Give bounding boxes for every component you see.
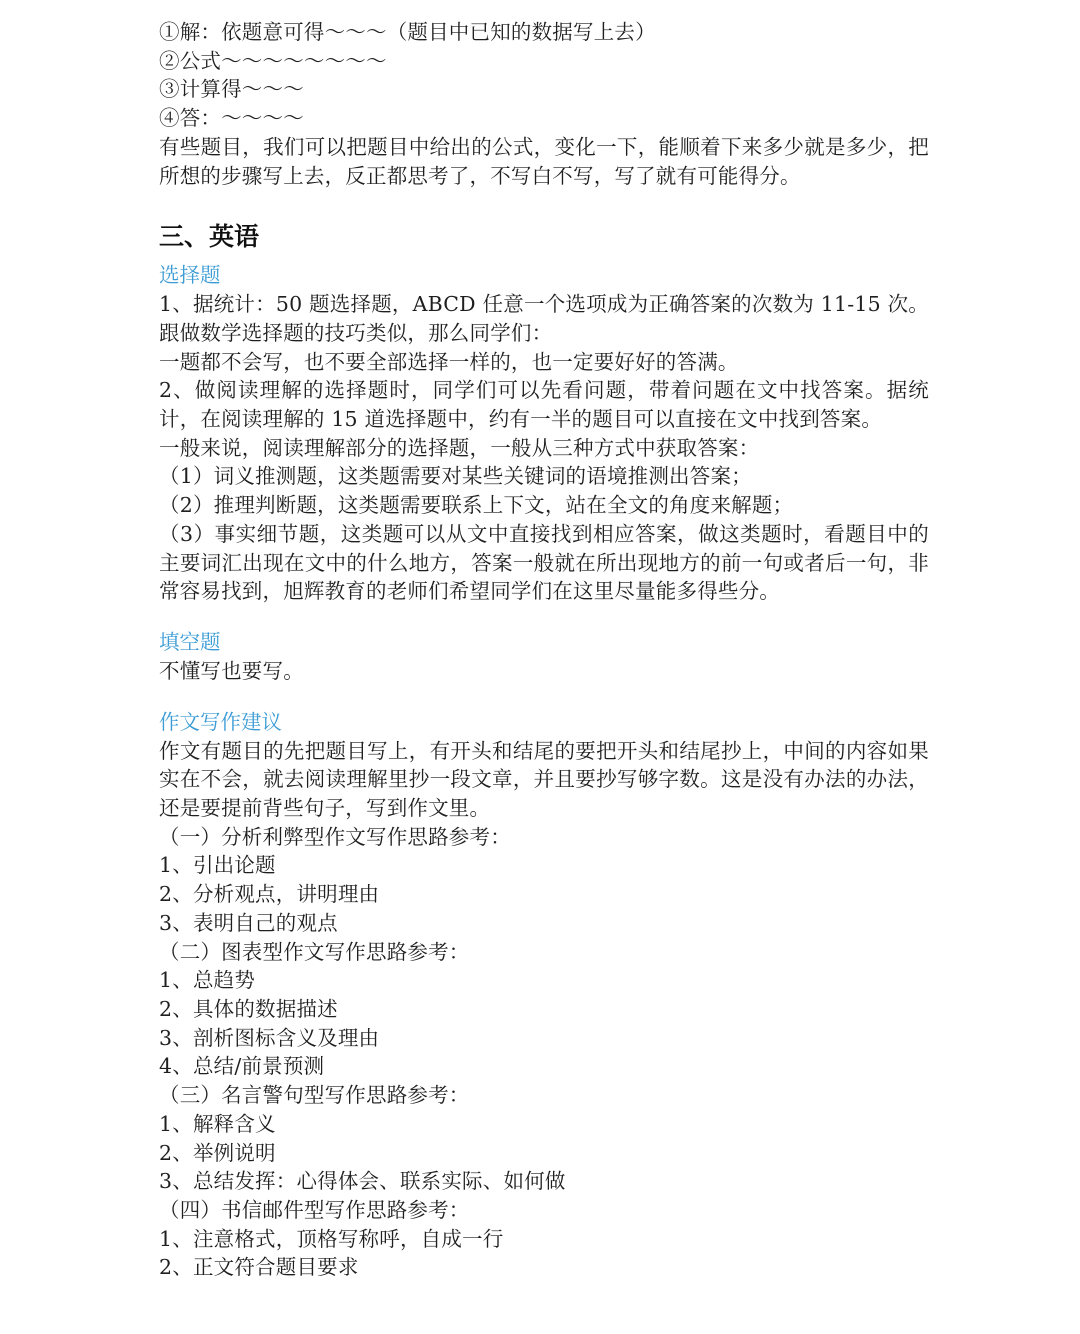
writing-group-item: 2、具体的数据描述: [159, 996, 338, 1021]
writing-group-item: 3、总结发挥：心得体会、联系实际、如何做: [159, 1169, 566, 1194]
spacer: [159, 686, 929, 707]
choice-paragraph-2: 一题都不会写，也不要全部选择一样的，也一定要好好的答满。: [159, 349, 739, 374]
choice-paragraph-7: （3）事实细节题，这类题可以从文中直接找到相应答案，做这类题时，看题目中的主要词汇出现在文中的什么地方，答案一般就在所出现地方的前一句或者后一句，非常容易找到，旭辉教育的老师们希望同学们在这里尽量能多得些分。: [159, 521, 929, 604]
writing-group-item: 1、解释含义: [159, 1111, 276, 1136]
choice-paragraph-3: 2、做阅读理解的选择题时，同学们可以先看问题，带着问题在文中找答案。据统计，在阅读理解的 15 道选择题中，约有一半的题目可以直接在文中找到答案。: [159, 378, 929, 432]
math-step-1: ①解：依题意可得～～～（题目中已知的数据写上去）: [159, 20, 656, 44]
writing-group-item: 1、注意格式，顶格写称呼，自成一行: [159, 1226, 504, 1251]
subhead-choice: 选择题: [159, 263, 221, 288]
writing-group-item: 1、引出论题: [159, 853, 276, 878]
writing-group-item: 2、举例说明: [159, 1140, 276, 1165]
math-step-2: ②公式～～～～～～～～: [159, 48, 387, 73]
writing-group-item: 3、剖析图标含义及理由: [159, 1025, 380, 1050]
writing-group-title: （一）分析利弊型作文写作思路参考：: [159, 824, 511, 849]
choice-paragraph-6: （2）推理判断题，这类题需要联系上下文，站在全文的角度来解题；: [159, 493, 794, 518]
writing-group-item: 4、总结/前景预测: [159, 1054, 325, 1079]
writing-group-title: （四）书信邮件型写作思路参考：: [159, 1197, 470, 1222]
writing-group-item: 3、表明自己的观点: [159, 910, 338, 935]
choice-paragraph-1: 1、据统计：50 题选择题，ABCD 任意一个选项成为正确答案的次数为 11-15 次。跟做数学选择题的技巧类似，那么同学们：: [159, 292, 929, 345]
document-content: [159, 18, 929, 1282]
writing-group-item: 1、总趋势: [159, 968, 256, 993]
math-note: 有些题目，我们可以把题目中给出的公式，变化一下，能顺着下来多少就是多少，把所想的步骤写上去，反正都思考了，不写白不写，写了就有可能得分。: [159, 134, 929, 188]
writing-group-title: （三）名言警句型写作思路参考：: [159, 1083, 470, 1108]
writing-group-item: 2、分析观点，讲明理由: [159, 882, 380, 907]
math-step-3: ③计算得～～～: [159, 77, 304, 102]
math-step-4: ④答：～～～～: [159, 106, 304, 131]
subhead-fill: 填空题: [159, 629, 221, 654]
choice-paragraph-4: 一般来说，阅读理解部分的选择题，一般从三种方式中获取答案：: [159, 435, 760, 460]
section-title-english: 三、英语: [159, 222, 260, 252]
fill-paragraph: 不懂写也要写。: [159, 658, 304, 683]
spacer: [159, 606, 929, 627]
choice-paragraph-5: （1）词义推测题，这类题需要对某些关键词的语境推测出答案；: [159, 464, 752, 489]
writing-intro: 作文有题目的先把题目写上，有开头和结尾的要把开头和结尾抄上，中间的内容如果实在不会，就去阅读理解里抄一段文章，并且要抄写够字数。这是没有办法的办法，还是要提前背些句子，写到作文里。: [159, 738, 929, 821]
writing-group-item: 2、正文符合题目要求: [159, 1255, 359, 1280]
writing-group-title: （二）图表型作文写作思路参考：: [159, 939, 470, 964]
subhead-writing: 作文写作建议: [159, 709, 282, 734]
